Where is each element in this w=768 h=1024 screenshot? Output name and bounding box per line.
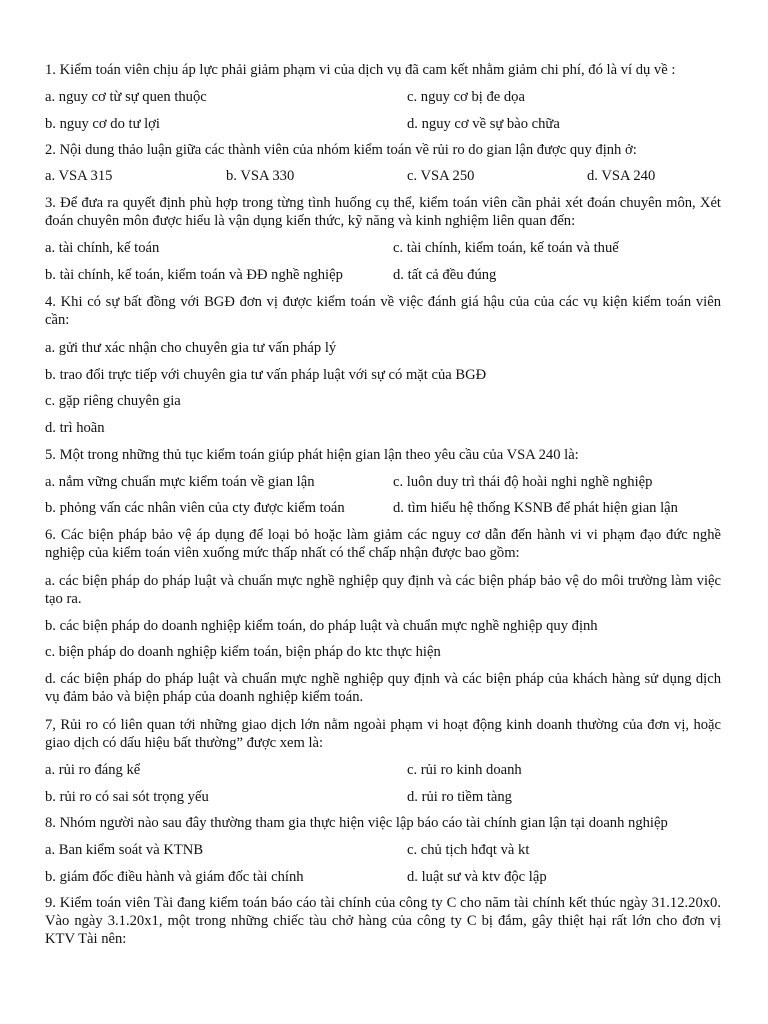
question-8-option-b: b. giám đốc điều hành và giám đốc tài chính — [45, 869, 304, 885]
question-6-option-d: d. các biện pháp do pháp luật và chuẩn mực nghề nghiệp quy định và các biện pháp của khách hàng sử dụng dịch vụ đảm bảo và biện pháp của doanh nghiệp kiểm toán. — [45, 671, 721, 705]
question-1-option-b: b. nguy cơ do tư lợi — [45, 116, 160, 132]
question-1-stem: 1. Kiểm toán viên chịu áp lực phải giảm phạm vi của dịch vụ đã cam kết nhằm giảm chi phí, đó là ví dụ về : — [45, 62, 676, 78]
question-7-option-a: a. rủi ro đáng kể — [45, 762, 141, 778]
question-3-option-a: a. tài chính, kế toán — [45, 240, 160, 256]
question-4-option-c: c. gặp riêng chuyên gia — [45, 393, 181, 409]
question-4-option-a: a. gửi thư xác nhận cho chuyên gia tư vấn pháp lý — [45, 340, 337, 356]
question-5-option-d: d. tìm hiểu hệ thống KSNB để phát hiện gian lận — [393, 500, 678, 516]
question-4-option-b: b. trao đổi trực tiếp với chuyên gia tư vấn pháp luật với sự có mặt của BGĐ — [45, 367, 487, 383]
question-6-option-b: b. các biện pháp do doanh nghiệp kiểm toán, do pháp luật và chuẩn mực nghề nghiệp quy định — [45, 618, 598, 634]
question-5-option-a: a. nắm vững chuẩn mực kiểm toán về gian lận — [45, 474, 315, 490]
question-4-stem: 4. Khi có sự bất đồng với BGĐ đơn vị được kiểm toán về việc đánh giá hậu của của các vụ kiện kiểm toán viên cần: — [45, 294, 721, 328]
question-8-option-c: c. chủ tịch hđqt và kt — [407, 842, 530, 858]
question-7-option-d: d. rủi ro tiềm tàng — [407, 789, 512, 805]
question-1-option-a: a. nguy cơ từ sự quen thuộc — [45, 89, 207, 105]
question-6-stem: 6. Các biện pháp bảo vệ áp dụng để loại bỏ hoặc làm giảm các nguy cơ dẫn đến hành vi vi phạm đạo đức nghề nghiệp của kiểm toán viên xuống mức thấp nhất có thể chấp nhận được bao gồm: — [45, 527, 721, 561]
question-7-stem: 7, Rủi ro có liên quan tới những giao dịch lớn nằm ngoài phạm vi hoạt động kinh doanh thường của đơn vị, hoặc giao dịch có dấu hiệu bất thường” được xem là: — [45, 717, 721, 751]
question-3-option-d: d. tất cả đều đúng — [393, 267, 497, 283]
question-1-option-d: d. nguy cơ về sự bào chữa — [407, 116, 560, 132]
question-3-stem: 3. Để đưa ra quyết định phù hợp trong từng tình huống cụ thể, kiểm toán viên cần phải xét đoán chuyên môn, Xét đoán chuyên môn được hiểu là vận dụng kiến thức, kỹ năng và kinh nghiệm liên quan đến: — [45, 195, 721, 229]
question-6-option-c: c. biện pháp do doanh nghiệp kiểm toán, biện pháp do ktc thực hiện — [45, 644, 441, 660]
question-5-option-c: c. luôn duy trì thái độ hoài nghi nghề nghiệp — [393, 474, 653, 490]
question-5-option-b: b. phỏng vấn các nhân viên của cty được kiểm toán — [45, 500, 345, 516]
question-4-option-d: d. trì hoãn — [45, 420, 105, 436]
question-3-option-b: b. tài chính, kế toán, kiểm toán và ĐĐ nghề nghiệp — [45, 267, 343, 283]
question-6-option-a: a. các biện pháp do pháp luật và chuẩn mực nghề nghiệp quy định và các biện pháp bảo vệ do môi trường làm việc tạo ra. — [45, 573, 721, 607]
question-9-stem: 9. Kiểm toán viên Tài đang kiểm toán báo cáo tài chính của công ty C cho năm tài chính kết thúc ngày 31.12.20x0. Vào ngày 3.1.20x1, một trong những chiếc tàu chở hàng của công ty C bị đắm, gây thiệt hại rất lớn cho đơn vị KTV Tài nên: — [45, 895, 721, 947]
question-2-option-a: a. VSA 315 — [45, 168, 113, 184]
question-7-option-c: c. rủi ro kinh doanh — [407, 762, 522, 778]
question-2-option-b: b. VSA 330 — [226, 168, 295, 184]
question-2-option-d: d. VSA 240 — [587, 168, 656, 184]
question-3-option-c: c. tài chính, kiểm toán, kế toán và thuế — [393, 240, 619, 256]
question-2-stem: 2. Nội dung thảo luận giữa các thành viên của nhóm kiểm toán về rủi ro do gian lận được quy định ở: — [45, 142, 637, 158]
question-8-option-a: a. Ban kiểm soát và KTNB — [45, 842, 204, 858]
question-8-stem: 8. Nhóm người nào sau đây thường tham gia thực hiện việc lập báo cáo tài chính gian lận tại doanh nghiệp — [45, 815, 668, 831]
question-1-option-c: c. nguy cơ bị đe dọa — [407, 89, 525, 105]
question-8-option-d: d. luật sư và ktv độc lập — [407, 869, 547, 885]
question-7-option-b: b. rủi ro có sai sót trọng yếu — [45, 789, 209, 805]
question-5-stem: 5. Một trong những thủ tục kiểm toán giúp phát hiện gian lận theo yêu cầu của VSA 240 là: — [45, 447, 579, 463]
question-2-option-c: c. VSA 250 — [407, 168, 475, 184]
